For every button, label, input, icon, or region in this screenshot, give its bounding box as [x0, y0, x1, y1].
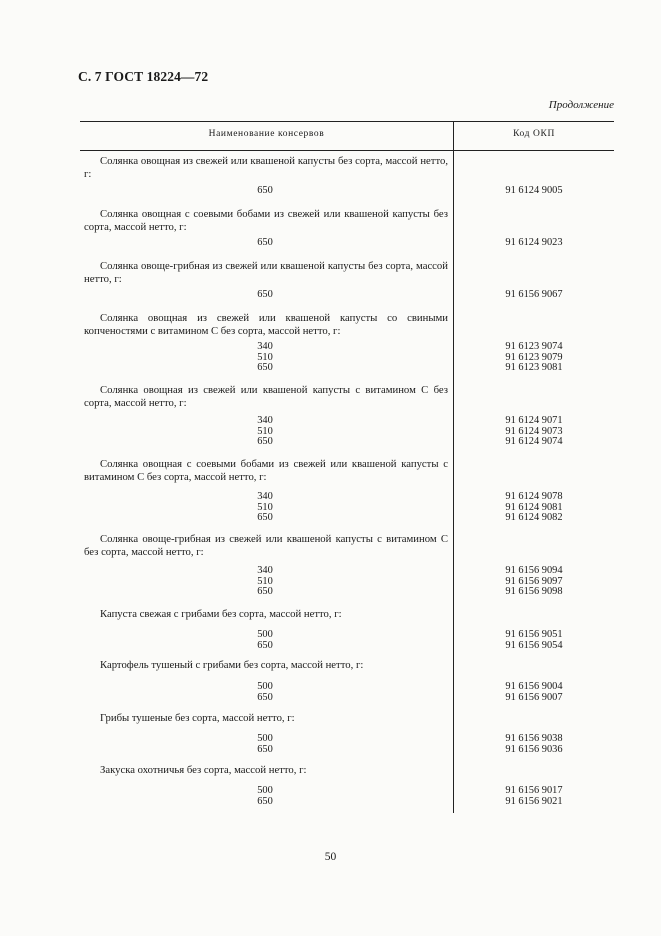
okp-code-value: 91 6156 9094	[505, 565, 563, 576]
mass-column	[205, 492, 325, 524]
net-mass-value: 510	[257, 425, 273, 437]
table-header-rule	[80, 150, 614, 151]
net-mass-value: 650	[257, 795, 273, 807]
net-mass-value: 650	[257, 185, 273, 196]
column-header-code: Код ОКП	[513, 129, 555, 139]
product-description: Капуста свежая с грибами без сорта, массой нетто, г:	[100, 608, 342, 620]
net-mass-value: 340	[257, 341, 273, 352]
net-mass-value: 650	[257, 512, 273, 524]
okp-code-value: 91 6124 9073	[505, 425, 563, 437]
product-description: Солянка овоще-грибная из свежей или квашеной капусты без сорта, массой нетто, г:	[84, 260, 448, 285]
okp-code-column	[454, 238, 614, 249]
okp-code-value: 91 6156 9054	[505, 639, 563, 651]
okp-code-column	[454, 682, 614, 703]
okp-code-value: 91 6124 9082	[505, 512, 563, 524]
okp-code-value: 91 6123 9074	[505, 341, 563, 352]
product-description: Грибы тушеные без сорта, массой нетто, г:	[100, 712, 295, 724]
okp-code-value: 91 6123 9079	[505, 351, 563, 363]
okp-code-value: 91 6156 9051	[505, 629, 563, 640]
okp-code-column	[454, 290, 614, 301]
okp-code-column	[454, 342, 614, 374]
product-description: Солянка овощная из свежей или квашеной капусты со свиными копченостями с витамином С без сорта, массой нетто, г:	[84, 312, 448, 337]
net-mass-value: 650	[257, 289, 273, 300]
page-number: 50	[324, 851, 337, 863]
mass-column	[205, 786, 325, 807]
net-mass-value: 340	[257, 415, 273, 426]
mass-column	[205, 734, 325, 755]
okp-code-column	[454, 630, 614, 651]
net-mass-value: 650	[257, 362, 273, 374]
column-divider	[453, 121, 454, 813]
okp-code-value: 91 6124 9074	[505, 436, 563, 448]
okp-code-value: 91 6156 9004	[505, 681, 563, 692]
net-mass-value: 650	[257, 436, 273, 448]
okp-code-value: 91 6156 9098	[505, 586, 563, 598]
product-description: Солянка овощная с соевыми бобами из свежей или квашеной капусты без сорта, массой нетто, г:	[84, 208, 448, 233]
product-description: Солянка овощная с соевыми бобами из свежей или квашеной капусты с витамином С без сорта, массой нетто, г:	[84, 458, 448, 483]
okp-code-column	[454, 566, 614, 598]
net-mass-value: 340	[257, 565, 273, 576]
mass-column	[205, 682, 325, 703]
okp-code-value: 91 6156 9036	[505, 743, 563, 755]
okp-code-value: 91 6156 9021	[505, 795, 563, 807]
product-description: Закуска охотничья без сорта, массой нетто, г:	[100, 764, 307, 776]
table-top-rule	[80, 121, 614, 122]
product-description: Солянка овоще-грибная из свежей или квашеной капусты с витамином С без сорта, массой нетто, г:	[84, 533, 448, 558]
mass-column	[205, 416, 325, 448]
okp-code-value: 91 6156 9097	[505, 575, 563, 587]
net-mass-value: 510	[257, 501, 273, 513]
net-mass-value: 510	[257, 351, 273, 363]
okp-code-column	[454, 492, 614, 524]
net-mass-value: 500	[257, 785, 273, 796]
okp-code-value: 91 6123 9081	[505, 362, 563, 374]
net-mass-value: 650	[257, 691, 273, 703]
okp-code-column	[454, 786, 614, 807]
mass-column	[205, 186, 325, 197]
okp-code-value: 91 6124 9005	[505, 185, 563, 196]
column-header-name: Наименование консервов	[208, 129, 325, 139]
okp-code-value: 91 6124 9081	[505, 501, 563, 513]
mass-column	[205, 290, 325, 301]
mass-column	[205, 238, 325, 249]
okp-code-value: 91 6124 9078	[505, 491, 563, 502]
page-header: С. 7 ГОСТ 18224—72	[78, 69, 209, 84]
continuation-label: Продолжение	[548, 99, 614, 111]
mass-column	[205, 630, 325, 651]
net-mass-value: 650	[257, 237, 273, 248]
okp-code-value: 91 6156 9038	[505, 733, 563, 744]
mass-column	[205, 566, 325, 598]
net-mass-value: 500	[257, 733, 273, 744]
okp-code-value: 91 6124 9023	[505, 237, 563, 248]
product-description: Солянка овощная из свежей или квашеной капусты без сорта, массой нетто, г:	[84, 155, 448, 180]
okp-code-column	[454, 416, 614, 448]
okp-code-value: 91 6156 9017	[505, 785, 563, 796]
net-mass-value: 510	[257, 575, 273, 587]
mass-column	[205, 342, 325, 374]
okp-code-value: 91 6156 9007	[505, 691, 563, 703]
net-mass-value: 650	[257, 586, 273, 598]
okp-code-column	[454, 734, 614, 755]
okp-code-value: 91 6156 9067	[505, 289, 563, 300]
product-description: Солянка овощная из свежей или квашеной капусты с витамином С без сорта, массой нетто, г:	[84, 384, 448, 409]
okp-code-value: 91 6124 9071	[505, 415, 563, 426]
net-mass-value: 340	[257, 491, 273, 502]
product-description: Картофель тушеный с грибами без сорта, массой нетто, г:	[100, 659, 364, 671]
net-mass-value: 650	[257, 639, 273, 651]
net-mass-value: 500	[257, 629, 273, 640]
net-mass-value: 500	[257, 681, 273, 692]
okp-code-column	[454, 186, 614, 197]
net-mass-value: 650	[257, 743, 273, 755]
